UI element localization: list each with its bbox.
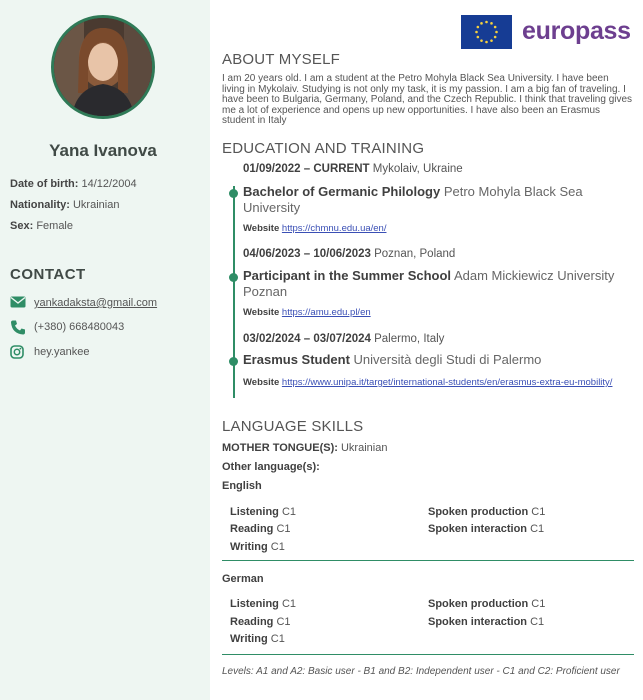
- contact-instagram: [10, 345, 89, 359]
- envelope-icon: [10, 296, 26, 310]
- language-name: English: [222, 480, 262, 492]
- education-date-range: 01/09/2022 – CURRENT: [243, 163, 370, 175]
- divider: [222, 560, 634, 561]
- person-name: Yana Ivanova: [49, 141, 157, 160]
- spoken-interaction-level: Spoken interaction C1: [428, 523, 545, 535]
- eu-star: [494, 26, 497, 29]
- eu-star: [477, 36, 480, 39]
- education-dates: [243, 163, 463, 175]
- listening-level: Listening C1: [230, 506, 297, 518]
- education-date-range: 03/02/2024 – 03/07/2024: [243, 333, 371, 345]
- education-website-link[interactable]: https://www.unipa.it/target/international-students/en/erasmus-extra-eu-mobility/: [281, 377, 613, 388]
- contact-phone: [10, 320, 124, 334]
- education-website: [243, 222, 635, 236]
- sex: [10, 220, 73, 232]
- mother-tongue-label: MOTHER TONGUE(S):: [222, 442, 338, 454]
- education-website-link[interactable]: https://amu.edu.pl/en: [281, 307, 371, 318]
- sex-value: Female: [36, 220, 73, 232]
- eu-star: [480, 22, 483, 25]
- education-timeline: [233, 186, 235, 398]
- education-degree: Bachelor of Germanic Philology: [243, 184, 441, 199]
- date-of-birth: [10, 178, 137, 190]
- education-title: [243, 268, 635, 300]
- spoken-production-level: Spoken production C1: [428, 506, 546, 518]
- mother-tongue: [222, 442, 387, 454]
- education-date-range: 04/06/2023 – 10/06/2023: [243, 248, 371, 260]
- spoken-interaction-level: Spoken interaction C1: [428, 616, 545, 628]
- education-place: Mykolaiv, Ukraine: [372, 163, 463, 175]
- profile-photo: [51, 15, 155, 119]
- eu-star: [477, 26, 480, 29]
- education-org: Università degli Studi di Palermo: [353, 352, 542, 367]
- education-place: Poznan, Poland: [374, 248, 456, 260]
- writing-level: Writing C1: [230, 633, 285, 645]
- website-label: Website: [243, 377, 280, 388]
- contact-heading: CONTACT: [10, 266, 86, 283]
- reading-level: Reading C1: [230, 616, 291, 628]
- eu-star: [490, 39, 493, 42]
- nationality: [10, 199, 119, 211]
- language-name: German: [222, 573, 264, 585]
- timeline-dot: [229, 273, 238, 282]
- education-dates: [243, 333, 444, 345]
- education-website-link[interactable]: https://chmnu.edu.ua/en/: [281, 223, 387, 234]
- writing-level: Writing C1: [230, 541, 285, 553]
- timeline-dot: [229, 357, 238, 366]
- education-org: Petro Mohyla Black Sea University: [243, 184, 583, 215]
- email-link[interactable]: yankadaksta@gmail.com: [34, 296, 158, 309]
- divider: [222, 654, 634, 655]
- eu-star: [494, 36, 497, 39]
- phone-icon: [10, 320, 26, 334]
- eu-star: [495, 31, 498, 34]
- eu-flag-icon: [461, 15, 512, 49]
- eu-star: [490, 22, 493, 25]
- education-place: Palermo, Italy: [374, 333, 445, 345]
- avatar-image: [54, 18, 152, 116]
- reading-level: Reading C1: [230, 523, 291, 535]
- education-title: [243, 184, 635, 216]
- eu-star: [485, 41, 488, 44]
- eu-star: [485, 21, 488, 24]
- instagram-handle: hey.yankee: [34, 345, 90, 358]
- eu-star: [475, 31, 478, 34]
- nationality-label: Nationality:: [10, 199, 70, 211]
- education-degree: Erasmus Student: [243, 352, 350, 367]
- nationality-value: Ukrainian: [72, 199, 120, 211]
- education-website: [243, 306, 635, 320]
- eu-star: [480, 39, 483, 42]
- education-title: [243, 352, 635, 368]
- website-label: Website: [243, 223, 280, 234]
- timeline-dot: [229, 189, 238, 198]
- europass-logo: europass: [522, 17, 631, 45]
- language-heading: LANGUAGE SKILLS: [222, 418, 364, 435]
- education-dates: [243, 248, 455, 260]
- spoken-production-level: Spoken production C1: [428, 598, 546, 610]
- about-heading: ABOUT MYSELF: [222, 51, 340, 68]
- education-org: Adam Mickiewicz University Poznan: [243, 268, 615, 299]
- education-website: [243, 376, 635, 390]
- levels-note: Levels: A1 and A2: Basic user - B1 and B2: Independent user - C1 and C2: Proficient user: [222, 666, 620, 677]
- date-of-birth-value: 14/12/2004: [81, 178, 137, 190]
- date-of-birth-label: Date of birth:: [10, 178, 79, 190]
- about-text: I am 20 years old. I am a student at the Petro Mohyla Black Sea University. I have been living in Mykolaiv. Studying is not only my task, it is my passion. I am a big fan of traveling. I have been to Bulgaria, Germany, Poland, and the Czech Republic. I think that traveling gives me a lot of experience and opens up new opportunities. I have also been an Erasmus student in Italy: [222, 73, 633, 126]
- instagram-icon: [10, 345, 26, 359]
- education-degree: Participant in the Summer School: [243, 268, 452, 283]
- website-label: Website: [243, 307, 280, 318]
- other-languages-label: Other language(s):: [222, 461, 320, 473]
- contact-email: [10, 296, 157, 310]
- sex-label: Sex:: [10, 220, 34, 232]
- listening-level: Listening C1: [230, 598, 297, 610]
- mother-tongue-value: Ukrainian: [340, 442, 388, 454]
- education-heading: EDUCATION AND TRAINING: [222, 140, 425, 157]
- phone-number: (+380) 668480043: [34, 320, 125, 333]
